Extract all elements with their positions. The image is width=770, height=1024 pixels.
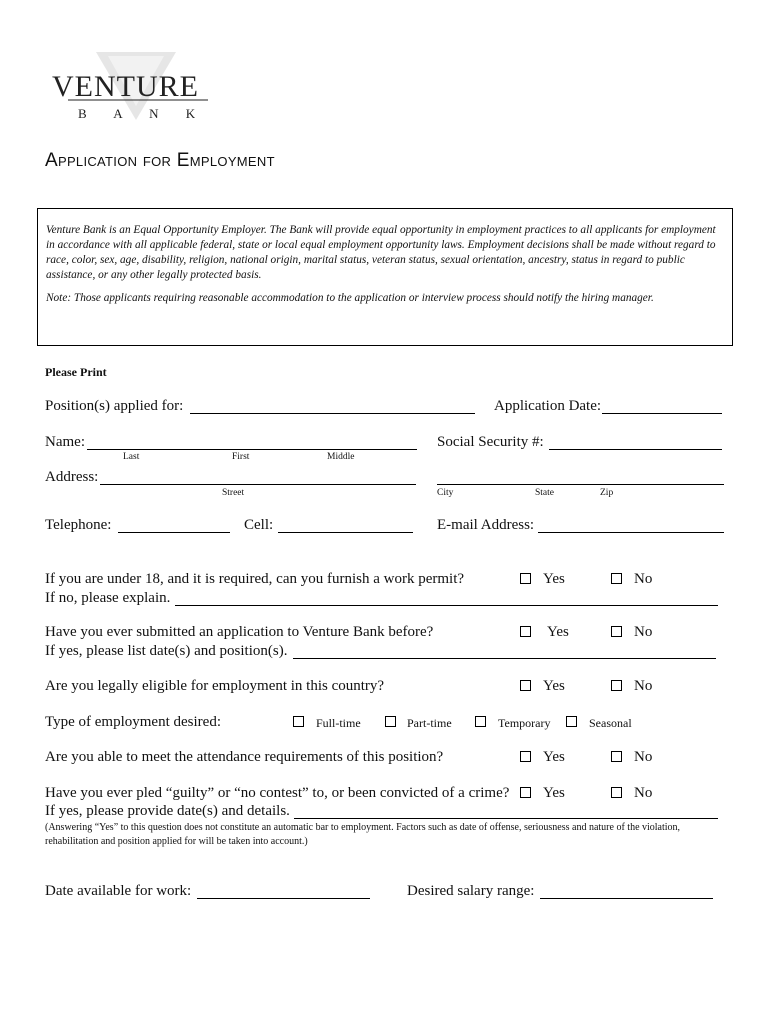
logo-bank-text: B A N K	[78, 106, 208, 121]
temporary-checkbox[interactable]	[475, 716, 486, 727]
email-label: E-mail Address:	[437, 517, 535, 533]
date-available-line[interactable]	[197, 898, 370, 899]
conviction-disclaimer: (Answering “Yes” to this question does not constitute an automatic bar to employment. Factors such as date of offense, seriousness and nature of the violation, rehabilitation and position applied for will be taken into account.)	[45, 822, 681, 847]
salary-range-line[interactable]	[540, 898, 713, 899]
name-first-caption: First	[232, 452, 250, 462]
street-caption: Street	[222, 488, 245, 498]
attendance-yes-checkbox[interactable]	[520, 751, 531, 762]
address-street-line[interactable]	[100, 484, 416, 485]
name-middle-caption: Middle	[327, 452, 355, 462]
full-time-label: Full-time	[316, 716, 361, 730]
prior-application-yes-label: Yes	[547, 624, 569, 640]
address-city-line[interactable]	[437, 484, 724, 485]
telephone-label: Telephone:	[45, 517, 112, 533]
cell-label: Cell:	[244, 517, 274, 533]
conviction-question: Have you ever pled “guilty” or “no contest” to, or been convicted of a crime?	[45, 785, 510, 801]
conviction-no-checkbox[interactable]	[611, 787, 622, 798]
prior-application-details-line[interactable]	[293, 658, 716, 659]
temporary-label: Temporary	[498, 716, 551, 730]
telephone-input-line[interactable]	[118, 532, 230, 533]
eeo-notice-box	[37, 208, 733, 346]
work-permit-no-checkbox[interactable]	[611, 573, 622, 584]
name-last-caption: Last	[123, 452, 140, 462]
venture-bank-logo	[48, 50, 223, 122]
conviction-no-label: No	[634, 785, 653, 801]
eligibility-yes-checkbox[interactable]	[520, 680, 531, 691]
page-title: Application for Employment	[45, 150, 275, 171]
work-permit-explain-label: If no, please explain.	[45, 590, 171, 606]
cell-input-line[interactable]	[278, 532, 413, 533]
conviction-details-label: If yes, please provide date(s) and details.	[45, 803, 290, 819]
please-print-label: Please Print	[45, 365, 107, 379]
application-date-input-line[interactable]	[602, 413, 722, 414]
work-permit-question: If you are under 18, and it is required, can you furnish a work permit?	[45, 571, 465, 587]
address-label: Address:	[45, 469, 99, 485]
city-caption: City	[437, 488, 454, 498]
eligibility-no-label: No	[634, 678, 653, 694]
position-input-line[interactable]	[190, 413, 475, 414]
date-available-label: Date available for work:	[45, 883, 192, 899]
employment-type-question: Type of employment desired:	[45, 714, 221, 730]
eeo-statement: Venture Bank is an Equal Opportunity Employer. The Bank will provide equal opportunity in employment practices to all applicants for employment in accordance with all applicable federal, state or local equal employment opportunity laws. Employment decisions shall be made without regard to race, color, sex, age, disability, religion, national origin, marital status, veteran status, sexual orientation, ancestry, status in regard to public assistance, or any other legally protected basis.	[46, 224, 716, 281]
attendance-no-label: No	[634, 749, 653, 765]
work-permit-explain-line[interactable]	[175, 605, 718, 606]
full-time-checkbox[interactable]	[293, 716, 304, 727]
prior-application-question: Have you ever submitted an application to Venture Bank before?	[45, 624, 434, 640]
ssn-label: Social Security #:	[437, 434, 544, 450]
conviction-yes-checkbox[interactable]	[520, 787, 531, 798]
prior-application-details-label: If yes, please list date(s) and position(s).	[45, 643, 288, 659]
part-time-checkbox[interactable]	[385, 716, 396, 727]
work-permit-yes-label: Yes	[543, 571, 565, 587]
name-input-line[interactable]	[87, 449, 417, 450]
attendance-question: Are you able to meet the attendance requirements of this position?	[45, 749, 444, 765]
work-permit-yes-checkbox[interactable]	[520, 573, 531, 584]
eligibility-no-checkbox[interactable]	[611, 680, 622, 691]
email-input-line[interactable]	[538, 532, 724, 533]
prior-application-yes-checkbox[interactable]	[520, 626, 531, 637]
salary-range-label: Desired salary range:	[407, 883, 535, 899]
accommodation-note: Note: Those applicants requiring reasonable accommodation to the application or interview process should notify the hiring manager.	[46, 292, 654, 304]
zip-caption: Zip	[600, 488, 614, 498]
conviction-yes-label: Yes	[543, 785, 565, 801]
logo-venture-text: VENTURE	[52, 70, 199, 103]
name-label: Name:	[45, 434, 85, 450]
state-caption: State	[535, 488, 554, 498]
attendance-no-checkbox[interactable]	[611, 751, 622, 762]
prior-application-no-label: No	[634, 624, 653, 640]
part-time-label: Part-time	[407, 716, 452, 730]
attendance-yes-label: Yes	[543, 749, 565, 765]
seasonal-checkbox[interactable]	[566, 716, 577, 727]
prior-application-no-checkbox[interactable]	[611, 626, 622, 637]
eligibility-question: Are you legally eligible for employment in this country?	[45, 678, 385, 694]
eligibility-yes-label: Yes	[543, 678, 565, 694]
ssn-input-line[interactable]	[549, 449, 722, 450]
position-label: Position(s) applied for:	[45, 398, 184, 414]
seasonal-label: Seasonal	[589, 716, 632, 730]
work-permit-no-label: No	[634, 571, 653, 587]
application-date-label: Application Date:	[494, 398, 602, 414]
conviction-details-line[interactable]	[294, 818, 718, 819]
